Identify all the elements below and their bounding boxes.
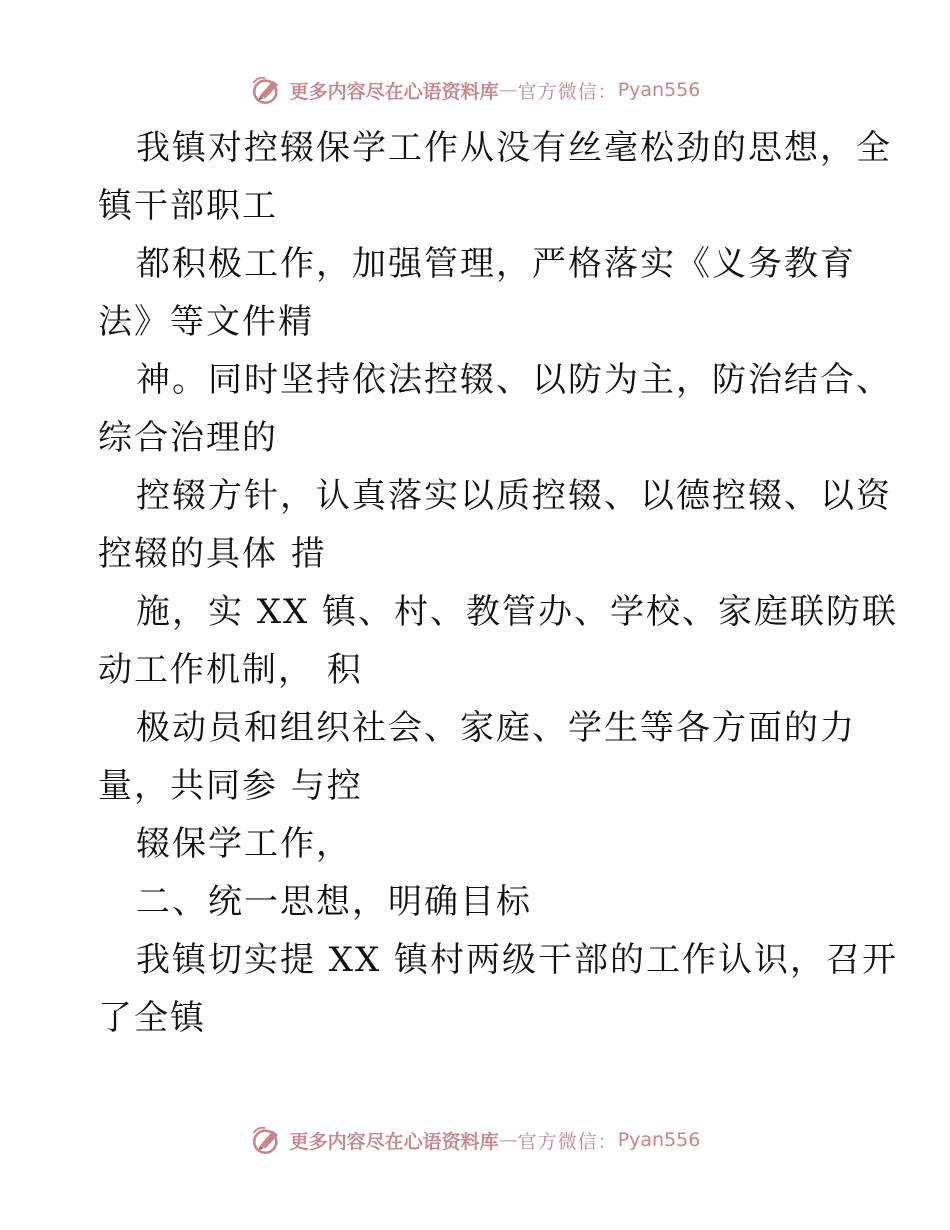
watermark-label: 官方微信： [517,80,618,103]
watermark-brand: 更多内容尽在心语资料库 [289,80,499,103]
text-line: 综合治理的 [98,418,278,458]
text-line: 了全镇 [98,998,206,1038]
text-line: 量，共同参 与控 [98,766,363,806]
text-line: 我镇对控辍保学工作从没有丝毫松劲的思想，全 [136,128,892,168]
document-body [98,124,899,1052]
header-watermark [0,70,950,110]
watermark-separator: — [498,79,518,101]
footer-watermark [0,1120,950,1160]
watermark-separator: — [498,1129,518,1151]
text-line: 法》等文件精 [98,302,314,342]
text-line: 都积极工作，加强管理，严格落实《义务教育 [136,244,856,284]
watermark-brand: 更多内容尽在心语资料库 [289,1130,499,1153]
pen-logo-icon [250,1123,284,1157]
text-line: 极动员和组织社会、家庭、学生等各方面的力 [136,708,856,748]
text-line: 动工作机制， 积 [98,650,363,690]
watermark-wechat-id: Pyan556 [617,79,701,101]
text-line: 控辍的具体 措 [98,534,327,574]
text-line: 辍保学工作， [136,824,352,864]
watermark-label: 官方微信： [517,1130,618,1153]
text-line: 神。同时坚持依法控辍、以防为主，防治结合、 [136,360,892,400]
text-line: 施，实 XX 镇、村、教管办、学校、家庭联防联 [136,592,899,632]
pen-logo-icon [250,73,284,107]
text-line: 镇干部职工 [98,186,278,226]
text-line: 我镇切实提 XX 镇村两级干部的工作认识，召开 [136,940,899,980]
watermark-wechat-id: Pyan556 [617,1129,701,1151]
section-heading: 二、统一思想，明确目标 [136,882,532,922]
text-line: 控辍方针，认真落实以质控辍、以德控辍、以资 [136,476,892,516]
